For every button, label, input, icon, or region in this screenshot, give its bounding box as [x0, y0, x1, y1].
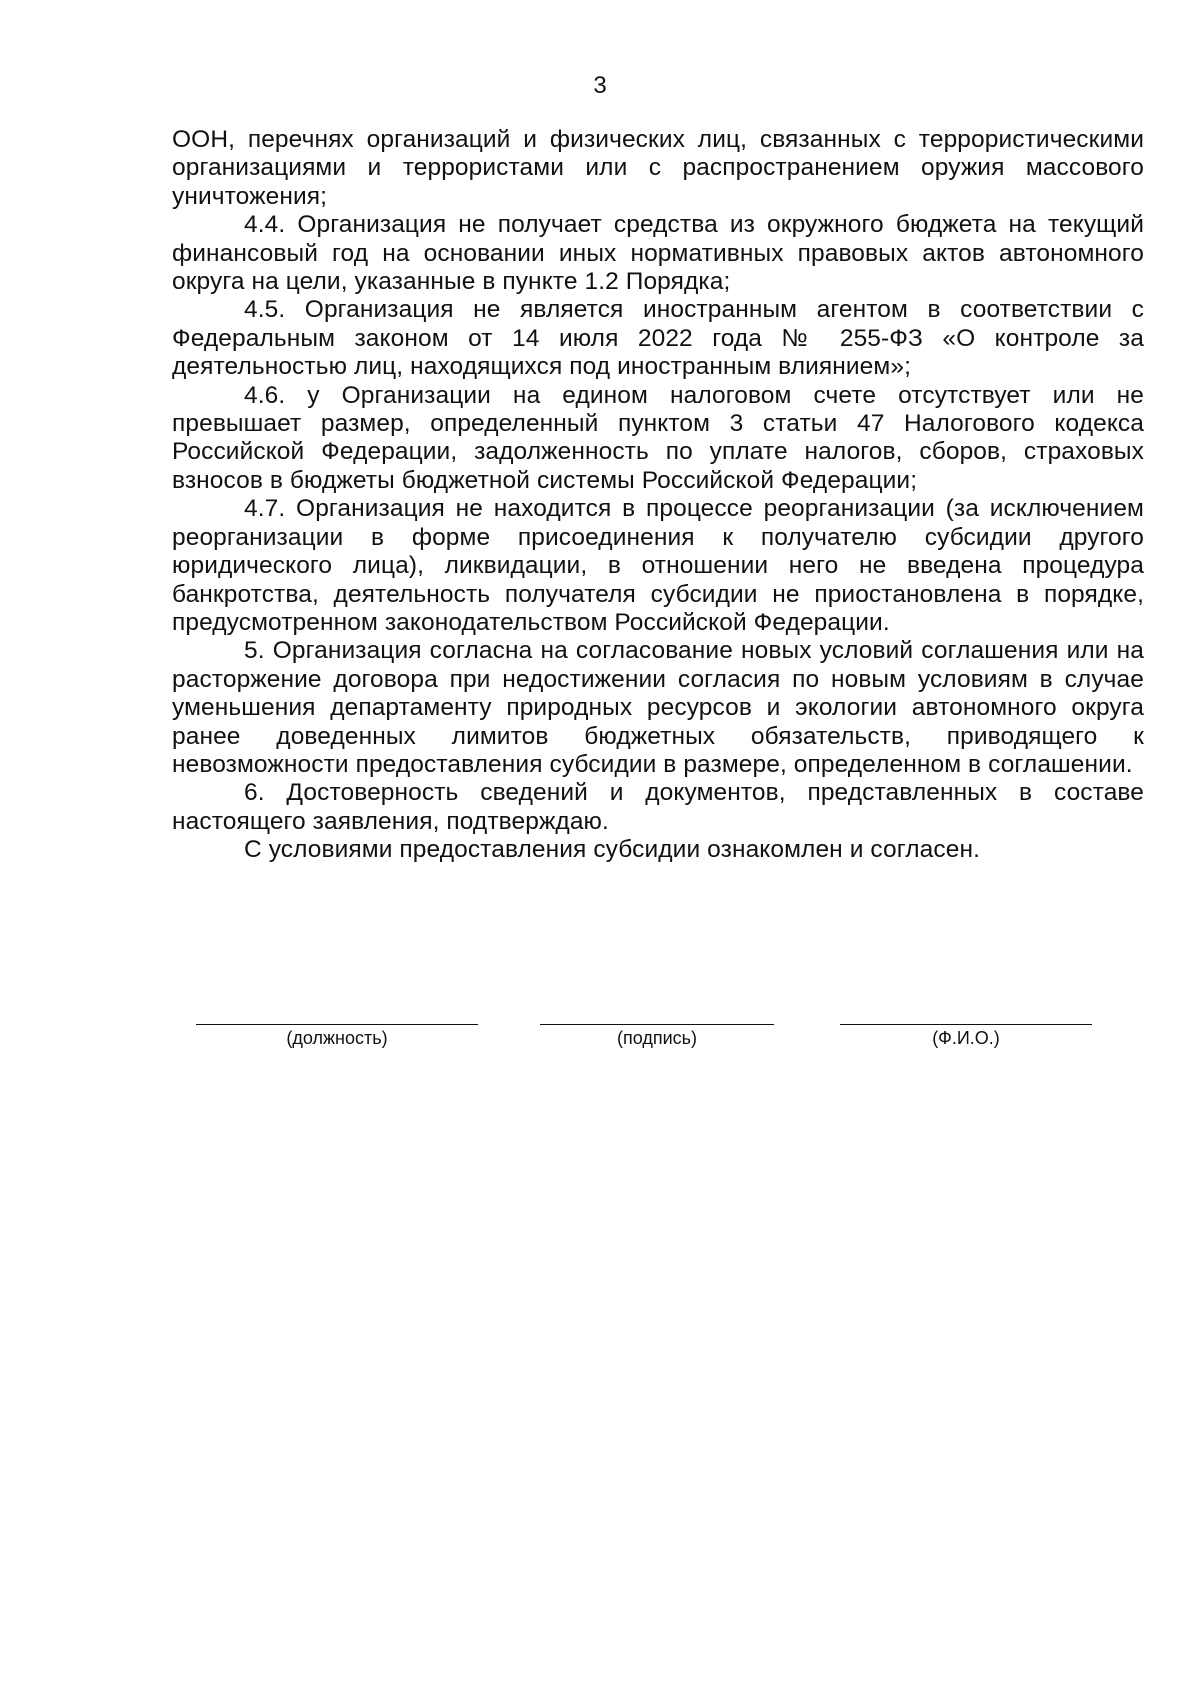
paragraph-6: 6. Достоверность сведений и документов, представленных в составе настоящего заявления, подтверждаю. [172, 779, 1144, 835]
paragraph-4-6: 4.6. у Организации на едином налоговом счете отсутствует или не превышает размер, определенный пунктом 3 статьи 47 Налогового кодекса Российской Федерации, задолженность по уплате налогов, сборов, страховых взносов в бюджеты бюджетной системы Российской Федерации; [172, 381, 1144, 494]
signature-position-field [196, 1010, 478, 1049]
paragraph-4-5: 4.5. Организация не является иностранным агентом в соответствии с Федеральным законом от 14 июля 2022 года № 255-ФЗ «О контроле за деятельностью лиц, находящихся под иностранным влиянием»; [172, 296, 1144, 381]
signature-block [0, 1010, 1200, 1070]
paragraph-acknowledgement: С условиями предоставления субсидии ознакомлен и согласен. [244, 836, 980, 864]
name-caption: (Ф.И.О.) [932, 1028, 1000, 1048]
paragraph-oon-continuation: ООН, перечнях организаций и физических лиц, связанных с террористическими организациями и террористами или с распространением оружия массового уничтожения; [172, 126, 1144, 210]
paragraph-5: 5. Организация согласна на согласование новых условий соглашения или на расторжение договора при недостижении согласия по новым условиям в случае уменьшения департаменту природных ресурсов и экологии автономного округа ранее доведенных лимитов бюджетных обязательств, приводящего к невозможности предоставления субсидии в размере, определенном в соглашении. [172, 637, 1144, 778]
signature-caption: (подпись) [616, 1028, 698, 1048]
page-number: 3 [593, 72, 607, 99]
signature-line [540, 1010, 774, 1025]
position-caption: (должность) [286, 1028, 388, 1048]
signature-name-field [840, 1010, 1092, 1049]
name-line [840, 1010, 1092, 1025]
paragraph-4-7: 4.7. Организация не находится в процессе реорганизации (за исключением реорганизации в форме присоединения к получателю субсидии другого юридического лица), ликвидации, в отношении него не введена процедура банкротства, деятельность получателя субсидии не приостановлена в порядке, предусмотренном законодательством Российской Федерации. [172, 495, 1144, 636]
document-body [172, 126, 1144, 865]
signature-sign-field [540, 1010, 774, 1049]
paragraph-4-4: 4.4. Организация не получает средства из окружного бюджета на текущий финансовый год на основании иных нормативных правовых актов автономного округа на цели, указанные в пункте 1.2 Порядка; [172, 211, 1144, 296]
position-line [196, 1010, 478, 1025]
